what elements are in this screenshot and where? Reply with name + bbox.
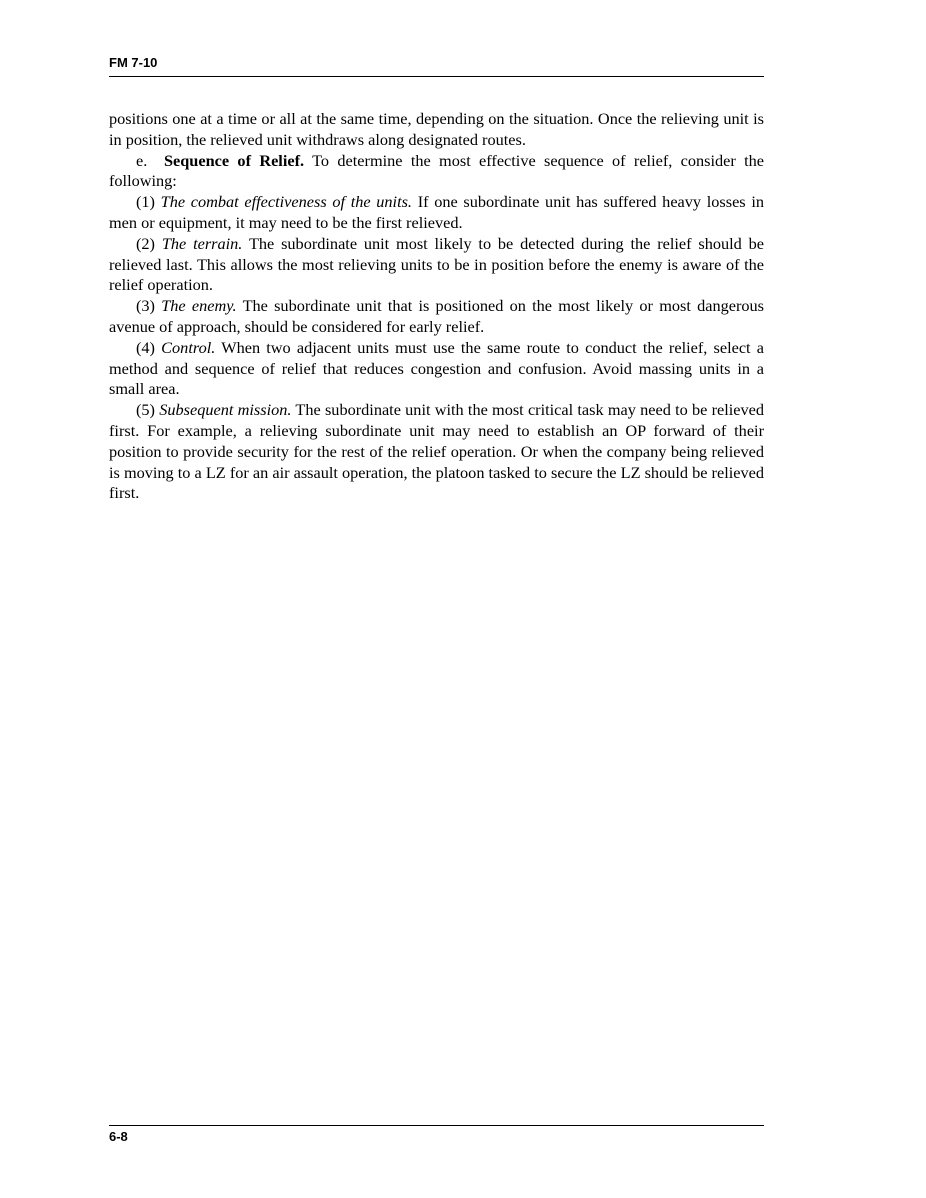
header-rule [109,76,764,77]
body-text [109,109,764,504]
paragraph-e-label: e. [136,150,148,170]
item-1-text: If one subordinate unit has suffered heavy losses in men or equipment, it may need to be the first relieved. [109,192,764,232]
item-5-text: The subordinate unit with the most critical task may need to be relieved first. For example, a relieving subordinate unit may need to establish an OP forward of their position to provide security for the rest of the relief operation. Or when the company being relieved is moving to a LZ for an air assault operation, the platoon tasked to secure the LZ should be relieved first. [109,400,765,503]
page-number: 6-8 [109,1129,128,1144]
item-5-title: Subsequent mission. [159,400,292,420]
item-2-num: (2) [136,233,155,253]
item-4-title: Control. [161,337,216,357]
continuation-paragraph: positions one at a time or all at the same time, depending on the situation. Once the relieving unit is in position, the relieved unit withdraws along designated routes. [109,109,764,149]
item-4-text: When two adjacent units must use the same route to conduct the relief, select a method and sequence of relief that reduces congestion and confusion. Avoid massing units in a small area. [109,337,764,399]
item-5-num: (5) [136,400,155,420]
item-2 [109,234,764,296]
item-3-text: The subordinate unit that is positioned on the most likely or most dangerous avenue of approach, should be considered for early relief. [109,296,765,336]
item-1 [109,192,764,234]
item-3 [109,296,764,338]
paragraph-e-heading: Sequence of Relief. [163,150,305,170]
item-4-num: (4) [136,337,155,357]
paragraph-e [109,151,764,193]
running-head: FM 7-10 [109,55,158,70]
item-1-title: The combat effectiveness of the units. [160,192,412,212]
item-2-text: The subordinate unit most likely to be detected during the relief should be relieved last. This allows the most relieving units to be in position before the enemy is aware of the relief operation. [109,233,765,295]
item-3-num: (3) [136,296,155,316]
item-2-title: The terrain. [161,233,243,253]
paragraph-e-text: To determine the most effective sequence of relief, consider the following: [109,150,765,191]
item-3-title: The enemy. [161,296,237,316]
item-1-num: (1) [136,192,155,212]
item-5 [109,400,764,504]
footer-rule [109,1125,764,1126]
item-4 [109,338,764,400]
